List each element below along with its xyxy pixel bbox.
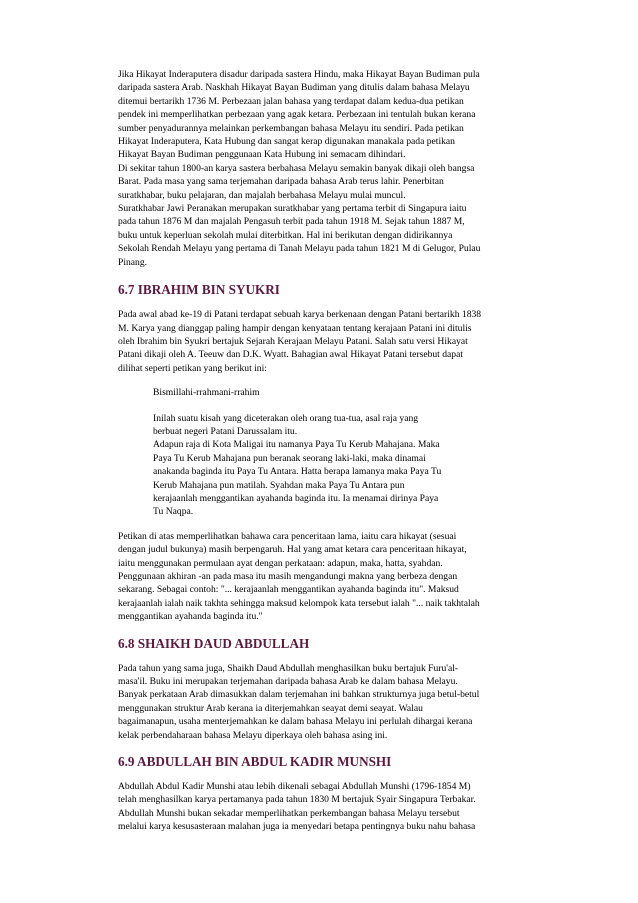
text-line: suratkhabar, buku pelajaran, dan majalah berbahasa Melayu mulai muncul. bbox=[118, 189, 406, 201]
text-line: Abdullah Abdul Kadir Munshi atau lebih dikenali sebagai Abdullah Munshi (1796-1854 M) bbox=[118, 781, 471, 793]
text-line: Barat. Pada masa yang sama terjemahan daripada bahasa Arab terus lahir. Penerbitan bbox=[118, 176, 444, 188]
paragraph-6-7-intro bbox=[118, 308, 548, 375]
text-line: melalui karya kesusasteraan malahan juga ia menyedari betapa pentingnya buku nahu bahasa bbox=[118, 821, 476, 833]
text-line: Adapun raja di Kota Maligai itu namanya Paya Tu Kerub Mahajana. Maka bbox=[153, 439, 440, 451]
text-line: Inilah suatu kisah yang diceterakan oleh orang tua-tua, asal raja yang bbox=[153, 412, 419, 424]
paragraph-6-7-outro bbox=[118, 530, 548, 624]
quote-opening bbox=[153, 386, 548, 399]
text-line: Abdullah Munshi bukan sekadar memperlihatkan perkembangan bahasa Melayu tersebut bbox=[118, 807, 460, 819]
text-line: Jika Hikayat Inderaputera disadur daripada sastera Hindu, maka Hikayat Bayan Budiman pula bbox=[118, 69, 480, 80]
text-line: Suratkhabar Jawi Peranakan merupakan suratkhabar yang pertama terbit di Singapura iaitu bbox=[118, 203, 467, 215]
text-line: Paya Tu Kerub Mahajana pun beranak seorang laki-laki, maka dinamai bbox=[153, 452, 426, 464]
text-line: Penggunaan akhiran -an pada masa itu masih mengandungi makna yang berbeza dengan bbox=[118, 571, 458, 582]
text-line: anakanda baginda itu Paya Tu Antara. Hatta berapa lamanya maka Paya Tu bbox=[153, 466, 442, 478]
text-line: M. Karya yang dianggap paling hampir dengan kenyataan tentang kerajaan Patani ini ditulis bbox=[118, 322, 472, 334]
text-line: ditemui bertarikh 1736 M. Perbezaan jalan bahasa yang terdapat dalam kedua-dua petikan bbox=[118, 95, 464, 107]
text-line: menggantikan ayahanda baginda itu." bbox=[118, 611, 263, 623]
paragraph-6-8 bbox=[118, 662, 548, 742]
text-line: Patani dikaji oleh A. Teeuw dan D.K. Wyatt. Bahagian awal Hikayat Patani tersebut dapat bbox=[118, 349, 464, 361]
text-line: daripada sastera Arab. Naskhah Hikayat Bayan Budiman yang ditulis dalam bahasa Melayu bbox=[118, 82, 470, 94]
text-line: dengan judul bukunya) masih berpengaruh. Hal yang amat ketara cara penceritaan hikayat, bbox=[118, 544, 467, 556]
text-line: Kerub Mahajana pun matilah. Syahdan maka Paya Tu Antara pun bbox=[153, 479, 405, 491]
text-line: telah menghasilkan karya pertamanya pada tahun 1830 M bertajuk Syair Singapura Terbakar. bbox=[118, 794, 476, 806]
section-heading-6-9: 6.9 ABDULLAH BIN ABDUL KADIR MUNSHI bbox=[118, 754, 392, 770]
paragraph-intro bbox=[118, 68, 548, 269]
text-line: sekarang. Sebagai contoh: "... kerajaanlah menggantikan ayahanda baginda itu". Maksud bbox=[118, 584, 459, 596]
text-line: iaitu menggunakan permulaan ayat dengan perkataan: adapun, maka, hatta, syahdan. bbox=[118, 557, 443, 569]
text-line: pendek ini memperlihatkan perbezaan yang agak ketara. Perbezaan ini tentulah bukan kerana bbox=[118, 109, 476, 121]
text-line: Di sekitar tahun 1800-an karya sastera berbahasa Melayu semakin banyak dikaji oleh bangsa bbox=[118, 162, 475, 174]
quote-block bbox=[153, 412, 548, 519]
text-line: buku untuk keperluan sekolah mulai diterbitkan. Hal ini berikutan dengan didirikannya bbox=[118, 229, 453, 241]
text-line: dilihat seperti petikan yang berikut ini: bbox=[118, 362, 267, 374]
section-heading-6-8: 6.8 SHAIKH DAUD ABDULLAH bbox=[118, 635, 310, 651]
text-line: pada tahun 1876 M dan majalah Pengasuh terbit pada tahun 1918 M. Sejak tahun 1887 M, bbox=[118, 216, 465, 228]
section-heading-6-7: 6.7 IBRAHIM BIN SYUKRI bbox=[118, 282, 280, 298]
text-line: Sekolah Rendah Melayu yang pertama di Tanah Melayu pada tahun 1821 M di Gelugor, Pulau bbox=[118, 243, 481, 255]
text-line: Hikayat Inderaputera, Kata Hubung dan sangat kerap digunakan manakala pada petikan bbox=[118, 136, 455, 148]
text-line: menggunakan struktur Arab kerana ia diterjemahkan seayat demi seayat. Walau bbox=[118, 702, 423, 714]
text-line: kerajaanlah menggantikan ayahanda baginda itu. Ia menamai dirinya Paya bbox=[153, 492, 439, 504]
document-body bbox=[118, 68, 548, 834]
text-line: Banyak perkataan Arab dimasukkan dalam terjemahan ini bahkan strukturnya juga betul-betul bbox=[118, 689, 480, 701]
text-line: Pada tahun yang sama juga, Shaikh Daud Abdullah menghasilkan buku bertajuk Furu'al- bbox=[118, 662, 459, 674]
text-line: Tu Naqpa. bbox=[153, 506, 194, 518]
text-line: bagaimanapun, usaha menterjemahkan ke dalam bahasa Melayu ini perlulah dihargai kerana bbox=[118, 716, 473, 728]
paragraph-6-9 bbox=[118, 780, 548, 834]
text-line: sumber penyadurannya melainkan perkembangan bahasa Melayu itu sendiri. Pada petikan bbox=[118, 122, 464, 134]
text-line: Pada awal abad ke-19 di Patani terdapat sebuah karya berkenaan dengan Patani bertarikh 1838 bbox=[118, 309, 482, 321]
text-line: Hikayat Bayan Budiman penggunaan Kata Hubung ini semacam dihindari. bbox=[118, 149, 406, 161]
text-line: Pinang. bbox=[118, 256, 148, 268]
text-line: Petikan di atas memperlihatkan bahawa cara penceritaan lama, iaitu cara hikayat (sesuai bbox=[118, 530, 457, 542]
text-line: kelak perbendaharaan bahasa Melayu diperkaya oleh bahasa asing ini. bbox=[118, 729, 388, 741]
text-line: oleh Ibrahim bin Syukri bertajuk Sejarah Kerajaan Melayu Patani. Salah satu versi Hikayat bbox=[118, 335, 468, 347]
text-line: Bismillahi-rrahmani-rrahim bbox=[153, 387, 260, 399]
text-line: berbuat negeri Patani Darussalam itu. bbox=[153, 425, 298, 437]
text-line: kerajaanlah ialah naik takhta sehingga maksud kelompok kata tersebut ialah "... naik takhtalah bbox=[118, 597, 480, 609]
text-line: masa'il. Buku ini merupakan terjemahan daripada bahasa Arab ke dalam bahasa Melayu. bbox=[118, 676, 458, 688]
